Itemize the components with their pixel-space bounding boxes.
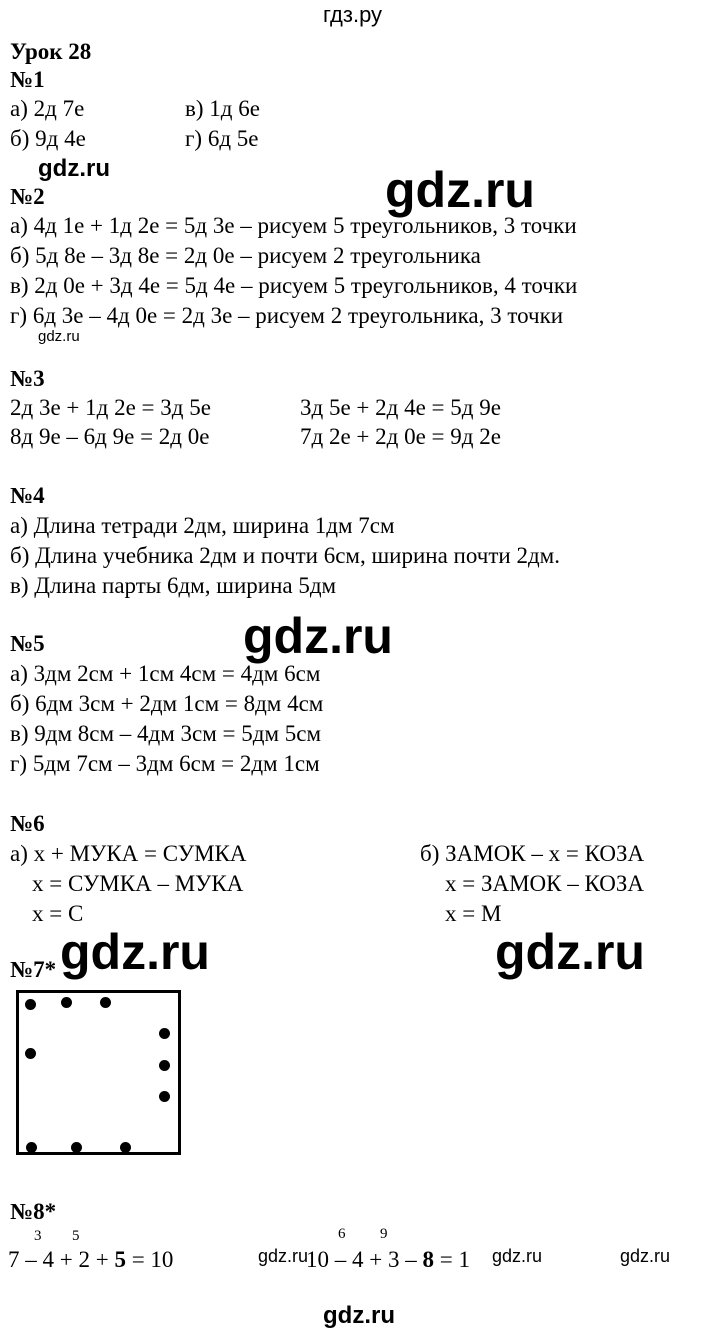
watermark-large: gdz.ru bbox=[385, 162, 535, 218]
lesson-title: Урок 28 bbox=[10, 39, 92, 64]
task-5-line: б) 6дм 3см + 2дм 1см = 8дм 4см bbox=[10, 691, 324, 716]
task-4-title: №4 bbox=[10, 483, 45, 508]
task-6-right-line: х = ЗАМОК – КОЗА bbox=[445, 871, 645, 896]
dot bbox=[71, 1142, 82, 1153]
watermark-tiny: gdz.ru bbox=[38, 328, 80, 345]
task-5-title: №5 bbox=[10, 631, 45, 656]
dot bbox=[120, 1142, 131, 1153]
task-6-right-line: б) ЗАМОК – х = КОЗА bbox=[420, 841, 645, 866]
watermark-large: gdz.ru bbox=[495, 924, 645, 980]
dot bbox=[25, 1048, 36, 1059]
task-6-title: №6 bbox=[10, 811, 45, 836]
task-5-line: в) 9дм 8см – 4дм 3см = 5дм 5см bbox=[10, 721, 322, 746]
watermark-small: gdz.ru bbox=[258, 1246, 309, 1266]
task-1-a: а) 2д 7е bbox=[10, 96, 85, 121]
task-6-left-line: х = С bbox=[32, 901, 84, 926]
task-2-line: а) 4д 1е + 1д 2е = 5д 3е – рисуем 5 треугольников, 3 точки bbox=[10, 213, 577, 238]
task-8-equation-right: 10 – 4 + 3 – 8 = 1 bbox=[306, 1247, 470, 1272]
task-2-line: в) 2д 0е + 3д 4е = 5д 4е – рисуем 5 треугольников, 4 точки bbox=[10, 273, 578, 298]
task-3-left-line: 8д 9е – 6д 9е = 2д 0е bbox=[10, 424, 210, 449]
watermark-large: gdz.ru bbox=[60, 924, 210, 980]
task-7-title: №7* bbox=[10, 957, 57, 982]
dot bbox=[159, 1060, 170, 1071]
task-8-answer: 5 bbox=[114, 1247, 126, 1272]
dot bbox=[159, 1091, 170, 1102]
task-8-superscript: 6 bbox=[338, 1226, 346, 1242]
dot bbox=[61, 997, 72, 1008]
task-3-title: №3 bbox=[10, 366, 45, 391]
task-8-superscript: 5 bbox=[72, 1228, 80, 1244]
dots-square bbox=[16, 990, 181, 1155]
dot bbox=[159, 1028, 170, 1039]
task-4-line: б) Длина учебника 2дм и почти 6см, ширина почти 2дм. bbox=[10, 543, 560, 568]
task-2-line: г) 6д 3е – 4д 0е = 2д 3е – рисуем 2 треугольника, 3 точки bbox=[10, 303, 564, 328]
site-header: гдз.ру bbox=[323, 2, 383, 27]
task-3-right-line: 3д 5е + 2д 4е = 5д 9е bbox=[300, 395, 501, 420]
task-6-left-line: х = СУМКА – МУКА bbox=[32, 871, 244, 896]
task-1-v: в) 1д 6е bbox=[185, 96, 260, 121]
watermark-footer: gdz.ru bbox=[323, 1302, 395, 1329]
task-1-g: г) 6д 5е bbox=[185, 126, 259, 151]
task-6-left-line: а) х + МУКА = СУМКА bbox=[10, 841, 247, 866]
watermark-small: gdz.ru bbox=[492, 1246, 543, 1266]
dot bbox=[100, 997, 111, 1008]
task-2-line: б) 5д 8е – 3д 8е = 2д 0е – рисуем 2 треугольника bbox=[10, 243, 481, 268]
task-8-superscript: 9 bbox=[380, 1226, 388, 1242]
task-3-left-line: 2д 3е + 1д 2е = 3д 5е bbox=[10, 395, 211, 420]
dot bbox=[25, 999, 36, 1010]
task-2-title: №2 bbox=[10, 184, 45, 209]
task-8-title: №8* bbox=[10, 1199, 57, 1224]
watermark-large: gdz.ru bbox=[243, 608, 393, 664]
task-8-answer: 8 bbox=[422, 1247, 434, 1272]
task-4-line: а) Длина тетради 2дм, ширина 1дм 7см bbox=[10, 513, 395, 538]
task-1-title: №1 bbox=[10, 67, 45, 92]
task-1-b: б) 9д 4е bbox=[10, 126, 86, 151]
task-8-equation-left: 7 – 4 + 2 + 5 = 10 bbox=[8, 1247, 174, 1272]
task-6-right-line: х = М bbox=[445, 901, 502, 926]
task-5-line: а) 3дм 2см + 1см 4см = 4дм 6см bbox=[10, 661, 321, 686]
dot bbox=[26, 1142, 37, 1153]
watermark-small: gdz.ru bbox=[38, 155, 110, 182]
task-4-line: в) Длина парты 6дм, ширина 5дм bbox=[10, 573, 337, 598]
task-3-right-line: 7д 2е + 2д 0е = 9д 2е bbox=[300, 424, 501, 449]
task-5-line: г) 5дм 7см – 3дм 6см = 2дм 1см bbox=[10, 751, 320, 776]
watermark-small: gdz.ru bbox=[620, 1246, 671, 1266]
task-8-superscript: 3 bbox=[34, 1228, 42, 1244]
